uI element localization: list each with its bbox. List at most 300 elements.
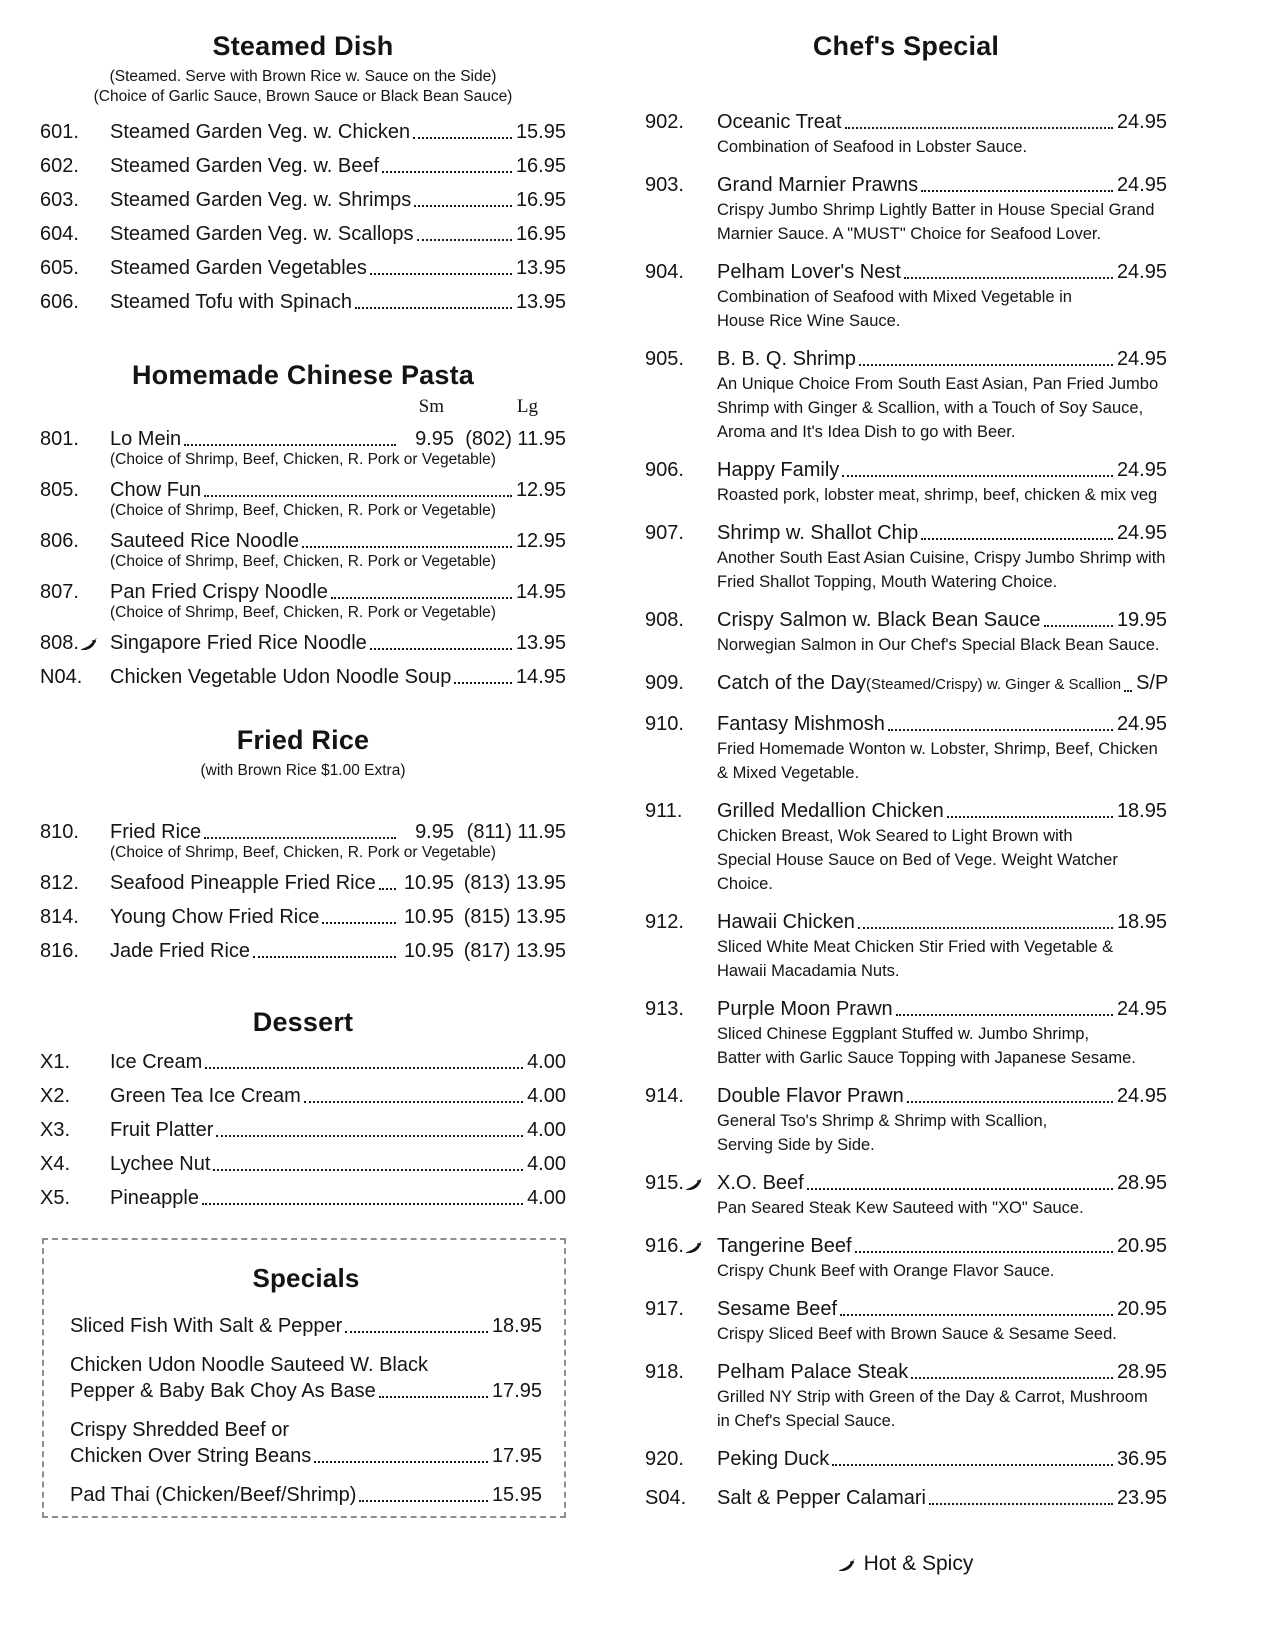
specials-item-name: Sliced Fish With Salt & Pepper xyxy=(70,1315,343,1337)
item-number: 907. xyxy=(645,522,684,544)
dot-leader xyxy=(216,1135,523,1137)
item-number: X4. xyxy=(40,1153,71,1175)
dot-leader xyxy=(417,239,512,241)
item-price: 24.95 xyxy=(1116,111,1167,133)
item-name: Young Chow Fried Rice xyxy=(110,906,320,928)
specials-item-price: 17.95 xyxy=(491,1445,542,1467)
item-number: X3. xyxy=(40,1119,71,1141)
item-price: 24.95 xyxy=(1116,348,1167,370)
menu-item xyxy=(40,1151,566,1177)
size-header-spacer xyxy=(40,396,400,418)
section-title: Steamed Dish xyxy=(212,31,394,61)
item-description: & Mixed Vegetable. xyxy=(717,764,860,782)
menu-item xyxy=(645,457,1167,507)
item-name: Pineapple xyxy=(110,1187,199,1209)
item-description: in Chef's Special Sauce. xyxy=(717,1412,896,1430)
section-title: Dessert xyxy=(252,1007,354,1037)
menu-item-row xyxy=(645,1083,1167,1109)
menu-item-row xyxy=(40,187,566,213)
item-name: Lychee Nut xyxy=(110,1153,211,1175)
item-price: 24.95 xyxy=(1116,713,1167,735)
menu-section-steamed-dish xyxy=(40,30,566,315)
item-description: Grilled NY Strip with Green of the Day & Carrot, Mushroom xyxy=(717,1388,1148,1406)
dot-leader xyxy=(888,729,1113,731)
menu-item xyxy=(40,289,566,315)
dot-leader xyxy=(845,127,1113,129)
item-description: Pan Seared Steak Kew Sauteed with "XO" Sauce. xyxy=(717,1199,1084,1217)
menu-item xyxy=(40,153,566,179)
menu-item-row xyxy=(645,798,1167,824)
item-number: 916. xyxy=(645,1233,717,1259)
item-price: 4.00 xyxy=(527,1187,566,1209)
menu-item xyxy=(40,664,566,690)
dot-leader xyxy=(213,1169,523,1171)
dot-leader xyxy=(842,475,1113,477)
item-number: 604. xyxy=(40,223,79,245)
menu-item-row xyxy=(40,426,566,452)
item-number: 814. xyxy=(40,906,79,928)
menu-item-row xyxy=(40,477,566,503)
item-number: 905. xyxy=(645,348,684,370)
menu-item xyxy=(40,1049,566,1075)
item-price: 12.95 xyxy=(515,479,566,501)
item-price: 16.95 xyxy=(515,223,566,245)
chili-icon xyxy=(686,1170,702,1196)
item-number: 806. xyxy=(40,530,79,552)
menu-item xyxy=(40,938,566,964)
menu-item xyxy=(40,477,566,520)
menu-item xyxy=(645,1083,1167,1157)
dot-leader xyxy=(202,1203,523,1205)
dot-leader xyxy=(904,277,1113,279)
item-description: Aroma and It's Idea Dish to go with Beer. xyxy=(717,423,1016,441)
menu-item xyxy=(645,996,1167,1070)
item-price: 15.95 xyxy=(515,121,566,143)
item-number: 812. xyxy=(40,872,79,894)
menu-item-row xyxy=(645,607,1167,633)
item-number: 606. xyxy=(40,291,79,313)
item-number: 904. xyxy=(645,261,684,283)
dot-leader xyxy=(911,1377,1113,1379)
item-description: Marnier Sauce. A "MUST" Choice for Seafood Lover. xyxy=(717,225,1102,243)
item-name: Sesame Beef xyxy=(717,1298,838,1320)
menu-item-row xyxy=(645,259,1167,285)
item-name: Steamed Tofu with Spinach xyxy=(110,291,353,313)
item-price: S/P xyxy=(1136,672,1169,694)
menu-item xyxy=(40,187,566,213)
item-number: 920. xyxy=(645,1448,684,1470)
item-price: 24.95 xyxy=(1116,174,1167,196)
dot-leader xyxy=(302,546,512,548)
item-price: 4.00 xyxy=(527,1085,566,1107)
menu-item xyxy=(645,1446,1167,1472)
size-header-large: Lg xyxy=(516,396,538,417)
section-subtitle: (Steamed. Serve with Brown Rice w. Sauce on the Side) xyxy=(109,68,497,85)
menu-item-row xyxy=(40,255,566,281)
menu-item-row xyxy=(645,711,1167,737)
menu-item-row xyxy=(40,870,566,896)
item-price: 13.95 xyxy=(515,257,566,279)
item-name: Seafood Pineapple Fried Rice xyxy=(110,872,376,894)
item-price-large: (802) 11.95 xyxy=(465,428,566,450)
item-number: 605. xyxy=(40,257,79,279)
item-name: Jade Fried Rice xyxy=(110,940,251,962)
item-price: 18.95 xyxy=(1116,800,1167,822)
item-number: 911. xyxy=(645,800,683,822)
item-price: 24.95 xyxy=(1116,1085,1167,1107)
item-number: 805. xyxy=(40,479,79,501)
specials-item xyxy=(70,1417,542,1469)
menu-item-row xyxy=(645,1233,1167,1259)
menu-item-row xyxy=(40,904,566,930)
menu-item-row xyxy=(40,938,566,964)
menu-item-row xyxy=(645,670,1167,698)
size-header-row xyxy=(40,396,566,418)
item-description: Fried Shallot Topping, Mouth Watering Choice. xyxy=(717,573,1058,591)
item-price-large: (817) 13.95 xyxy=(463,940,566,962)
menu-item xyxy=(645,607,1167,657)
item-description: Another South East Asian Cuisine, Crispy Jumbo Shrimp with xyxy=(717,549,1166,567)
menu-item-row xyxy=(40,1151,566,1177)
item-name: Ice Cream xyxy=(110,1051,203,1073)
item-name: Fantasy Mishmosh xyxy=(717,713,885,735)
item-choice-note: (Choice of Shrimp, Beef, Chicken, R. Pork or Vegetable) xyxy=(110,844,496,861)
specials-item xyxy=(70,1352,542,1404)
menu-item xyxy=(40,630,566,656)
menu-item xyxy=(40,528,566,571)
item-name: Salt & Pepper Calamari xyxy=(717,1487,926,1509)
item-description: Serving Side by Side. xyxy=(717,1136,875,1154)
item-choice-note: (Choice of Shrimp, Beef, Chicken, R. Pork or Vegetable) xyxy=(110,502,496,519)
item-name-note: (Steamed/Crispy) w. Ginger & Scallion xyxy=(865,676,1122,693)
item-name: Singapore Fried Rice Noodle xyxy=(110,632,367,654)
menu-item xyxy=(40,870,566,896)
menu-item-row xyxy=(645,1296,1167,1322)
chili-icon xyxy=(839,1552,855,1576)
item-price: 24.95 xyxy=(1116,998,1167,1020)
specials-item-line: Crispy Shredded Beef or xyxy=(70,1419,290,1441)
menu-section-homemade-chinese-pasta xyxy=(40,359,566,690)
item-price: 20.95 xyxy=(1116,1235,1167,1257)
hot-spicy-label: Hot & Spicy xyxy=(863,1552,974,1575)
item-price: 28.95 xyxy=(1116,1361,1167,1383)
section-subtitle: (with Brown Rice $1.00 Extra) xyxy=(200,762,406,779)
menu-item xyxy=(40,1117,566,1143)
item-name: Crispy Salmon w. Black Bean Sauce xyxy=(717,609,1041,631)
menu-item-row xyxy=(645,109,1167,135)
dot-leader xyxy=(205,1067,523,1069)
item-name: Happy Family xyxy=(717,459,840,481)
item-name: Chow Fun xyxy=(110,479,202,501)
item-description: Batter with Garlic Sauce Topping with Japanese Sesame. xyxy=(717,1049,1136,1067)
dot-leader xyxy=(921,190,1113,192)
item-price: 36.95 xyxy=(1116,1448,1167,1470)
item-name: Steamed Garden Veg. w. Beef xyxy=(110,155,380,177)
item-price: 14.95 xyxy=(515,666,566,688)
menu-item-row xyxy=(40,1049,566,1075)
menu-item xyxy=(40,255,566,281)
dot-leader xyxy=(322,922,396,924)
item-description: Fried Homemade Wonton w. Lobster, Shrimp, Beef, Chicken xyxy=(717,740,1158,758)
item-price: 24.95 xyxy=(1116,522,1167,544)
item-number: 903. xyxy=(645,174,684,196)
specials-item-line: Chicken Udon Noodle Sauteed W. Black xyxy=(70,1354,428,1376)
dot-leader xyxy=(929,1503,1113,1505)
item-description: Roasted pork, lobster meat, shrimp, beef, chicken & mix veg xyxy=(717,486,1158,504)
section-title: Fried Rice xyxy=(236,725,370,755)
menu-item-row xyxy=(645,172,1167,198)
item-description: Crispy Chunk Beef with Orange Flavor Sauce. xyxy=(717,1262,1055,1280)
menu-item xyxy=(645,1485,1167,1511)
item-description: Combination of Seafood in Lobster Sauce. xyxy=(717,138,1028,156)
item-description: Special House Sauce on Bed of Vege. Weight Watcher Choice. xyxy=(717,851,1118,893)
section-subtitle: (Choice of Garlic Sauce, Brown Sauce or Black Bean Sauce) xyxy=(93,88,513,105)
item-description: An Unique Choice From South East Asian, Pan Fried Jumbo xyxy=(717,375,1159,393)
item-price: 4.00 xyxy=(527,1119,566,1141)
item-name: Grand Marnier Prawns xyxy=(717,174,919,196)
menu-item xyxy=(40,221,566,247)
dot-leader xyxy=(345,1331,488,1333)
menu-item xyxy=(645,909,1167,983)
dot-leader xyxy=(414,205,512,207)
item-price-large: (813) 13.95 xyxy=(463,872,566,894)
menu-item-row xyxy=(40,153,566,179)
specials-box xyxy=(42,1238,566,1518)
menu-item-row xyxy=(645,1170,1167,1196)
item-number: 801. xyxy=(40,428,79,450)
item-price: 18.95 xyxy=(1116,911,1167,933)
dot-leader xyxy=(379,1396,488,1398)
dot-leader xyxy=(355,307,512,309)
section-title: Homemade Chinese Pasta xyxy=(131,360,475,390)
dot-leader xyxy=(1124,690,1132,692)
item-price: 24.95 xyxy=(1116,261,1167,283)
specials-title: Specials xyxy=(252,1263,360,1293)
item-choice-note: (Choice of Shrimp, Beef, Chicken, R. Pork or Vegetable) xyxy=(110,553,496,570)
item-number: 603. xyxy=(40,189,79,211)
menu-item-row xyxy=(645,1485,1167,1511)
item-choice-note: (Choice of Shrimp, Beef, Chicken, R. Pork or Vegetable) xyxy=(110,451,496,468)
item-number: 908. xyxy=(645,609,684,631)
item-name: Chicken Vegetable Udon Noodle Soup xyxy=(110,666,452,688)
dot-leader xyxy=(253,956,396,958)
item-number: 917. xyxy=(645,1298,684,1320)
item-name: Hawaii Chicken xyxy=(717,911,855,933)
item-name: Tangerine Beef xyxy=(717,1235,852,1257)
menu-item xyxy=(40,819,566,862)
item-description: Crispy Sliced Beef with Brown Sauce & Sesame Seed. xyxy=(717,1325,1117,1343)
menu-item-row xyxy=(40,1185,566,1211)
item-number: 915. xyxy=(645,1170,717,1196)
dot-leader xyxy=(184,444,396,446)
menu-item-row xyxy=(40,630,566,656)
left-column xyxy=(40,0,566,1219)
item-name: Pelham Lover's Nest xyxy=(717,261,901,283)
item-number: 914. xyxy=(645,1085,684,1107)
menu-item-row xyxy=(645,996,1167,1022)
specials-items xyxy=(70,1313,542,1508)
menu-item-row xyxy=(40,819,566,845)
item-price-large: (811) 11.95 xyxy=(466,821,566,843)
item-number: 601. xyxy=(40,121,79,143)
item-description: Norwegian Salmon in Our Chef's Special Black Bean Sauce. xyxy=(717,636,1160,654)
item-description: Chicken Breast, Wok Seared to Light Brown with xyxy=(717,827,1073,845)
menu-section-fried-rice xyxy=(40,724,566,964)
dot-leader xyxy=(858,927,1113,929)
item-price: 16.95 xyxy=(515,155,566,177)
menu-item xyxy=(645,346,1167,444)
item-name: Oceanic Treat xyxy=(717,111,842,133)
menu-item xyxy=(645,1359,1167,1433)
item-name: Purple Moon Prawn xyxy=(717,998,893,1020)
item-number: 808. xyxy=(40,630,110,656)
item-description: Shrimp with Ginger & Scallion, with a Touch of Soy Sauce, xyxy=(717,399,1144,417)
item-number: 913. xyxy=(645,998,684,1020)
item-price: 23.95 xyxy=(1116,1487,1167,1509)
specials-item-name: Pad Thai (Chicken/Beef/Shrimp) xyxy=(70,1484,357,1506)
section-title-chefs-special: Chef's Special xyxy=(812,31,1000,61)
specials-item xyxy=(70,1313,542,1339)
item-number: 816. xyxy=(40,940,79,962)
item-price: 14.95 xyxy=(515,581,566,603)
specials-item-row xyxy=(70,1313,542,1339)
dot-leader xyxy=(304,1101,523,1103)
menu-item xyxy=(645,1296,1167,1346)
item-number: 912. xyxy=(645,911,684,933)
item-number: 602. xyxy=(40,155,79,177)
item-price: 13.95 xyxy=(515,291,566,313)
menu-item xyxy=(645,711,1167,785)
dot-leader xyxy=(855,1251,1113,1253)
menu-item-row xyxy=(40,1083,566,1109)
item-description: House Rice Wine Sauce. xyxy=(717,312,901,330)
specials-item-price: 15.95 xyxy=(491,1484,542,1506)
dot-leader xyxy=(370,648,512,650)
item-price: 28.95 xyxy=(1116,1172,1167,1194)
section-items xyxy=(40,1049,566,1211)
specials-item-row xyxy=(70,1482,542,1508)
menu-item-row xyxy=(40,1117,566,1143)
dot-leader xyxy=(921,538,1113,540)
menu-item-row xyxy=(40,664,566,690)
item-description: Sliced White Meat Chicken Stir Fried with Vegetable & xyxy=(717,938,1114,956)
menu-section-dessert xyxy=(40,1006,566,1211)
menu-item-row xyxy=(645,909,1167,935)
dot-leader xyxy=(331,597,512,599)
dot-leader xyxy=(454,682,512,684)
item-price: 16.95 xyxy=(515,189,566,211)
item-name: Catch of the Day xyxy=(717,672,866,694)
item-price: 13.95 xyxy=(515,632,566,654)
menu-item xyxy=(40,426,566,469)
item-number: 909. xyxy=(645,672,684,694)
dot-leader xyxy=(907,1101,1113,1103)
dot-leader xyxy=(382,171,512,173)
hot-spicy-legend xyxy=(645,1552,1167,1576)
item-name: Steamed Garden Vegetables xyxy=(110,257,367,279)
specials-item-row xyxy=(70,1378,542,1404)
item-price-large: (815) 13.95 xyxy=(463,906,566,928)
chili-icon xyxy=(81,630,97,656)
item-name: B. B. Q. Shrimp xyxy=(717,348,856,370)
size-header-small: Sm xyxy=(418,396,444,417)
dot-leader xyxy=(204,837,396,839)
menu-item xyxy=(645,798,1167,896)
menu-item-row xyxy=(40,289,566,315)
menu-item xyxy=(645,172,1167,246)
dot-leader xyxy=(807,1188,1113,1190)
dot-leader xyxy=(204,495,512,497)
specials-item-name: Pepper & Baby Bak Choy As Base xyxy=(70,1380,376,1402)
section-items xyxy=(40,426,566,690)
right-column xyxy=(645,0,1167,1524)
menu-item xyxy=(40,579,566,622)
item-choice-note: (Choice of Shrimp, Beef, Chicken, R. Pork or Vegetable) xyxy=(110,604,496,621)
item-number: S04. xyxy=(645,1487,687,1509)
item-price-small: 10.95 xyxy=(403,872,454,894)
menu-item-row xyxy=(645,520,1167,546)
item-name: Fruit Platter xyxy=(110,1119,214,1141)
menu-item xyxy=(40,1185,566,1211)
item-price: 19.95 xyxy=(1116,609,1167,631)
menu-item xyxy=(645,520,1167,594)
item-number: X2. xyxy=(40,1085,71,1107)
dot-leader xyxy=(314,1461,488,1463)
item-name: Steamed Garden Veg. w. Chicken xyxy=(110,121,411,143)
menu-item xyxy=(645,1170,1167,1220)
specials-item-price: 17.95 xyxy=(491,1380,542,1402)
menu-item-row xyxy=(645,346,1167,372)
dot-leader xyxy=(859,364,1113,366)
dot-leader xyxy=(370,273,512,275)
item-price: 4.00 xyxy=(527,1051,566,1073)
dot-leader xyxy=(1044,625,1113,627)
menu-item xyxy=(645,259,1167,333)
dot-leader xyxy=(832,1464,1113,1466)
item-number: N04. xyxy=(40,666,83,688)
specials-item xyxy=(70,1482,542,1508)
dot-leader xyxy=(379,888,396,890)
menu-item-row xyxy=(40,221,566,247)
item-number: 910. xyxy=(645,713,684,735)
item-number: 902. xyxy=(645,111,684,133)
specials-item-row xyxy=(70,1443,542,1469)
chili-icon xyxy=(686,1233,702,1259)
menu-item xyxy=(40,119,566,145)
dot-leader xyxy=(413,137,512,139)
item-name: Pan Fried Crispy Noodle xyxy=(110,581,328,603)
item-price-small: 9.95 xyxy=(415,428,454,450)
item-name: Lo Mein xyxy=(110,428,182,450)
dot-leader xyxy=(840,1314,1113,1316)
item-number: X5. xyxy=(40,1187,71,1209)
item-name: Peking Duck xyxy=(717,1448,830,1470)
menu-item xyxy=(645,670,1167,698)
item-name: Sauteed Rice Noodle xyxy=(110,530,300,552)
item-price: 4.00 xyxy=(527,1153,566,1175)
item-number: 906. xyxy=(645,459,684,481)
item-name: Grilled Medallion Chicken xyxy=(717,800,944,822)
item-description: Sliced Chinese Eggplant Stuffed w. Jumbo Shrimp, xyxy=(717,1025,1090,1043)
item-price-small: 10.95 xyxy=(403,940,454,962)
menu-item xyxy=(645,109,1167,159)
item-price: 20.95 xyxy=(1116,1298,1167,1320)
item-number: X1. xyxy=(40,1051,71,1073)
item-name: Pelham Palace Steak xyxy=(717,1361,909,1383)
dot-leader xyxy=(359,1500,488,1502)
item-number: 918. xyxy=(645,1361,684,1383)
item-description: Combination of Seafood with Mixed Vegetable in xyxy=(717,288,1072,306)
